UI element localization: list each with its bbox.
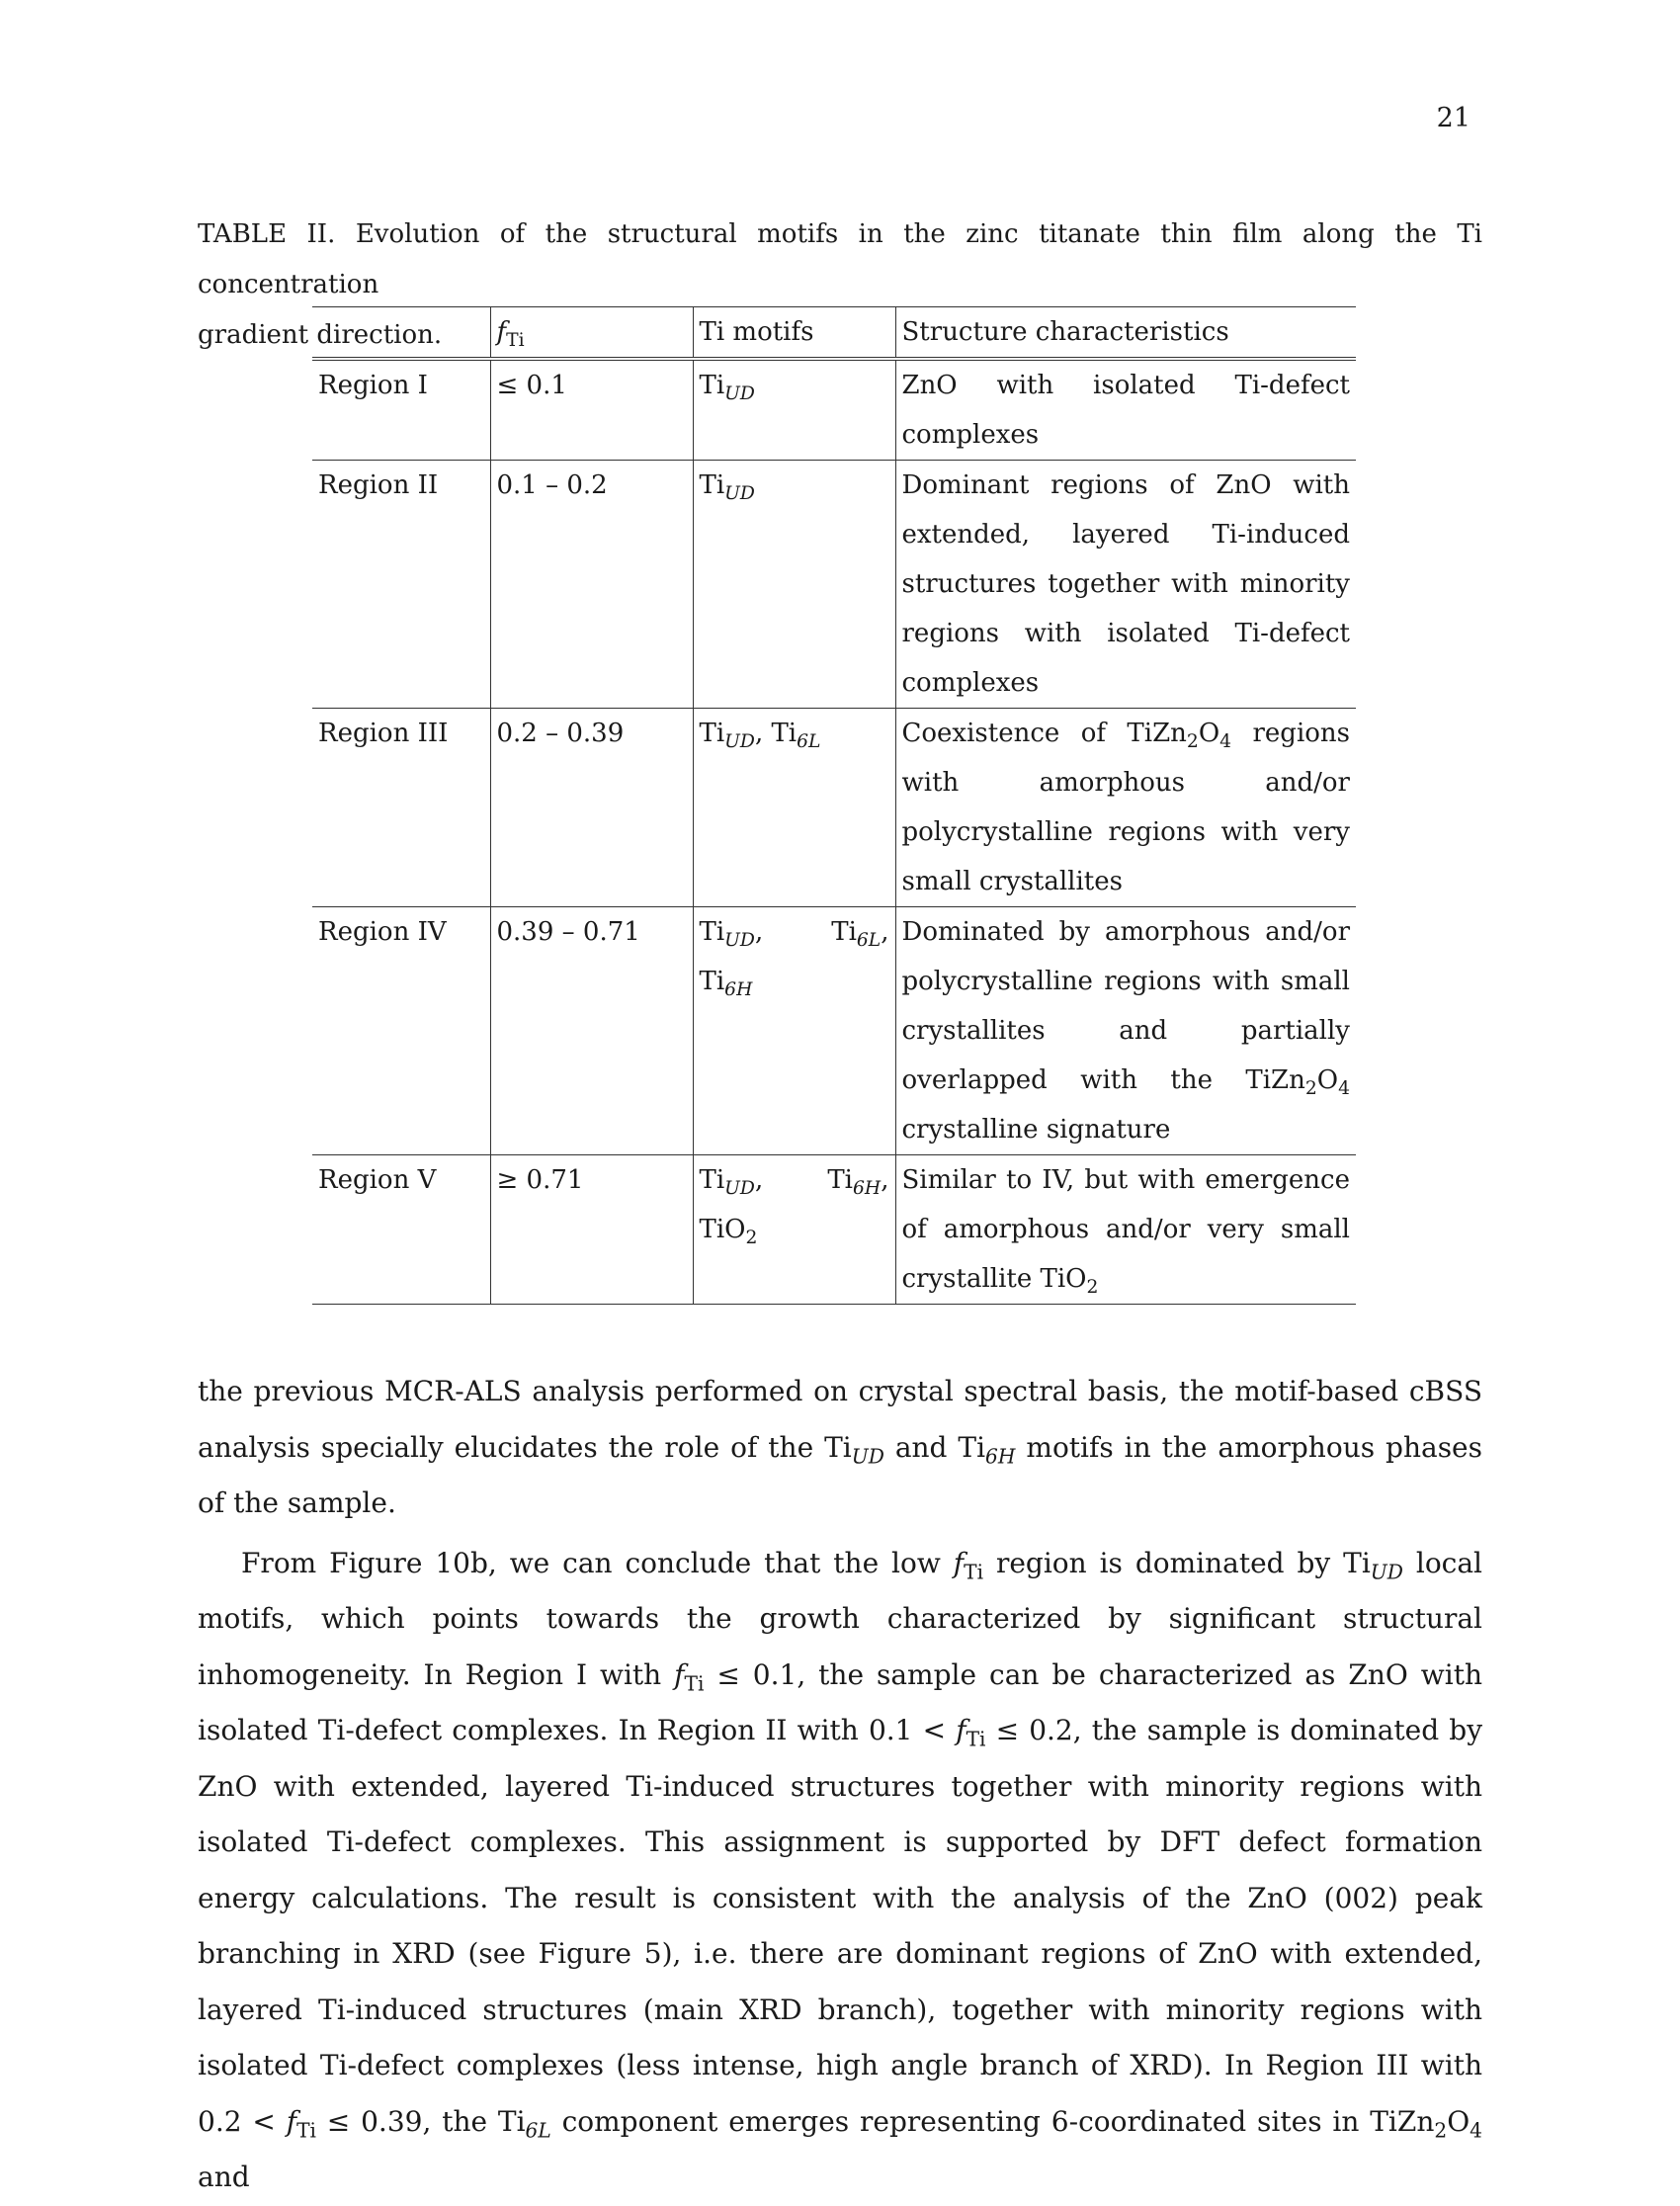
structure-cell: Dominant regions of ZnO with extended, layered Ti-induced structures together with minority regions with isolated Ti-defect complexes [895,461,1356,709]
header-f-ti [490,307,693,360]
structure-cell: ZnO with isolated Ti-defect complexes [895,359,1356,461]
motifs-cell: $Ti_{UD}$ [693,461,895,709]
page-number: 21 [1436,103,1470,133]
region-cell: Region II [318,470,439,500]
table-header [312,307,1356,360]
table-row [312,461,1356,709]
caption-line-2: gradient direction. [198,320,443,350]
table-header-row [312,307,1356,360]
region-cell: Region I [318,371,428,400]
header-ti-motifs: Ti motifs [693,307,895,360]
f-range-cell: ≥ 0.71 [490,1155,693,1305]
table-row [312,709,1356,907]
f-range-cell: 0.2 – 0.39 [490,709,693,907]
motifs-cell: $Ti_{UD}$, $Ti_{6L}$ [693,709,895,907]
motifs-table [312,306,1356,1305]
f-range-cell: ≤ 0.1 [490,359,693,461]
motifs-cell: $Ti_{UD}$, $Ti_{6H}$, TiO$_2$ [693,1155,895,1305]
table-row [312,907,1356,1155]
paragraph-2: From Figure 10b, we can conclude that the low $f_{Ti}$ region is dominated by $Ti_{UD}$ local motifs, which points towards the growth characterized by significant structural inhomogeneity. In Region I with $f_{Ti} \le 0.1$, the sample can be characterized as ZnO with isolated Ti-defect complexes. In Region II with $0.1 < f_{Ti} \le 0.2$, the sample is dominated by ZnO with extended, layered Ti-induced structures together with minority regions with isolated Ti-defect complexes. This assignment is supported by DFT defect formation energy calculations. The result is consistent with the analysis of the ZnO (002) peak branching in XRD (see Figure 5), i.e. there are dominant regions of ZnO with extended, layered Ti-induced structures (main XRD branch), together with minority regions with isolated Ti-defect complexes (less intense, high angle branch of XRD). In Region III with $0.2 < f_{Ti} \le 0.39$, the $Ti_{6L}$ component emerges representing 6-coordinated sites in $TiZn_2O_4$ and [198,1546,1483,2193]
table-row [312,359,1356,461]
paragraph-1: the previous MCR-ALS analysis performed on crystal spectral basis, the motif-based cBSS analysis specially elucidates the role of the $Ti_{UD}$ and $Ti_{6H}$ motifs in the amorphous phases of the sample. [198,1375,1482,1519]
f-range-cell: 0.1 – 0.2 [490,461,693,709]
header-structure: Structure characteristics [895,307,1356,360]
region-cell: Region IV [318,917,447,947]
table-row [312,1155,1356,1305]
header-f-subscript: Ti [506,330,525,352]
motifs-cell: $Ti_{UD}$ [693,359,895,461]
structure-cell: Coexistence of $TiZn_2O_4$ regions with amorphous and/or polycrystalline regions with very small crystallites [895,709,1356,907]
structure-cell: Similar to IV, but with emergence of amorphous and/or very small crystallite TiO$_2$ [895,1155,1356,1305]
region-cell: Region III [318,719,449,748]
header-region [312,307,490,360]
motifs-cell: $Ti_{UD}$, $Ti_{6L}$, $Ti_{6H}$ [693,907,895,1155]
header-f-symbol: f [496,317,507,347]
f-range-cell: 0.39 – 0.71 [490,907,693,1155]
body-text [198,1364,1482,2206]
structure-cell: Dominated by amorphous and/or polycrystalline regions with small crystallites and partially overlapped with the $TiZn_2O_4$ crystalline signature [895,907,1356,1155]
region-cell: Region V [318,1165,437,1195]
caption-line-1: TABLE II. Evolution of the structural motifs in the zinc titanate thin film along the Ti concentration [198,219,1482,299]
